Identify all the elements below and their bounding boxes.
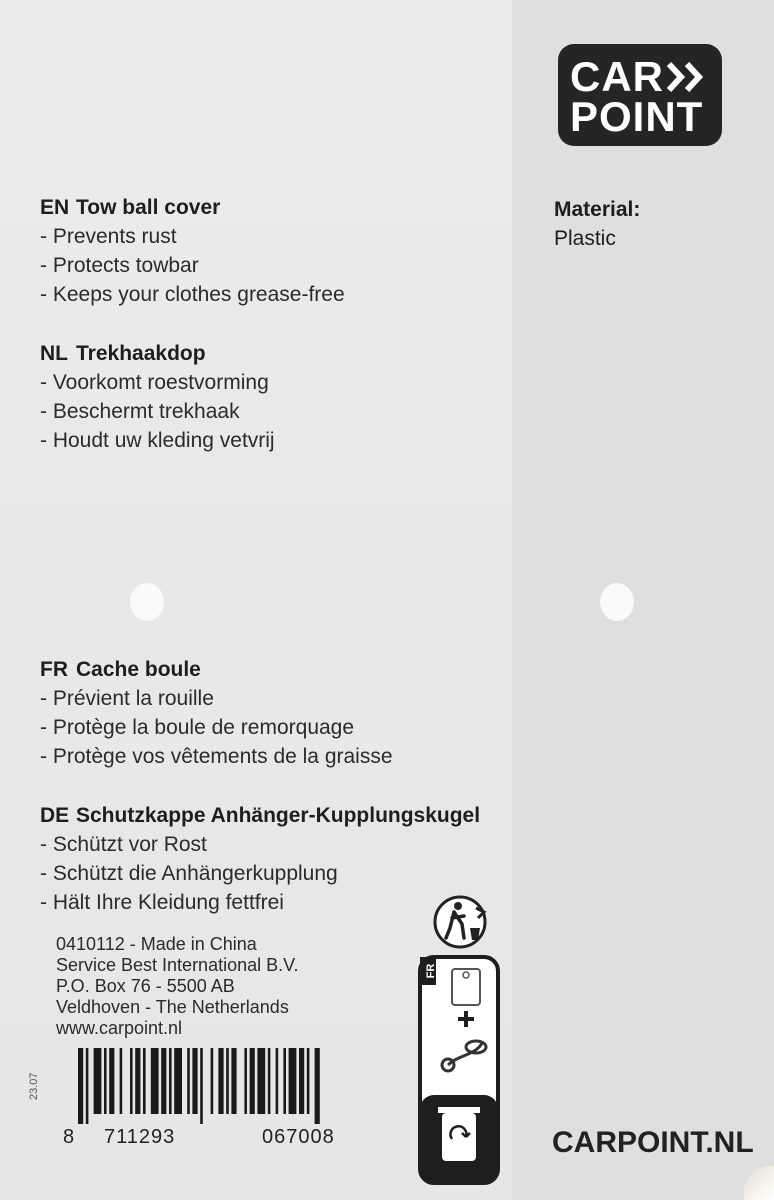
barcode-bar [244,1048,247,1114]
section-en [40,193,345,309]
section-title: Cache boule [76,658,201,681]
barcode-bar [250,1048,255,1114]
barcode-bar [307,1048,310,1114]
barcode-bar [109,1048,114,1114]
barcode-bar [78,1048,83,1124]
logo-line1: CAR [570,53,664,100]
section-fr [40,655,393,771]
barcode-bar [315,1048,320,1124]
barcode-bar [226,1048,229,1114]
right-panel [512,0,774,1200]
recycle-instructions-icon [418,955,502,1187]
barcode-bar [187,1048,190,1114]
barcode-bar [192,1048,197,1114]
barcode-bar [174,1048,182,1114]
barcode-bar [200,1048,203,1124]
list-item: - Schützt vor Rost [40,833,207,856]
tidyman-icon [432,894,492,950]
list-item: - Protège vos vêtements de la graisse [40,745,393,768]
barcode-bar [143,1048,146,1114]
lang-code: EN [40,196,70,219]
section-fr-heading [40,655,393,684]
section-title: Tow ball cover [76,196,221,219]
list-item: - Prévient la rouille [40,687,214,710]
barcode-bar [86,1048,89,1124]
barcode-bar [211,1048,214,1114]
barcode-bar [231,1048,236,1114]
barcode-bar [218,1048,223,1114]
hang-hole-right [600,583,634,621]
list-item: - Hält Ihre Kleidung fettfrei [40,891,284,914]
list-item: - Beschermt trekhaak [40,400,240,423]
lang-code: DE [40,804,70,827]
barcode-bar [120,1048,123,1114]
barcode-bar [135,1048,140,1114]
section-title: Trekhaakdop [76,342,206,365]
recycle-badge-label: FR [425,963,437,979]
barcode-bar [130,1048,133,1114]
website-label: CARPOINT.NL [552,1126,754,1159]
barcode-digits-left: 711293 [104,1126,176,1148]
list-item: - Protège la boule de remorquage [40,716,355,739]
address-line: P.O. Box 76 - 5500 AB [56,976,235,996]
address-line: 0410112 - Made in China [56,934,257,954]
material-value: Plastic [554,227,616,250]
carpoint-logo [558,44,722,146]
list-item: - Protects towbar [40,254,199,277]
address-line: Service Best International B.V. [56,955,299,975]
barcode-bar [169,1048,172,1114]
barcode-digits-right: 067008 [262,1126,335,1148]
list-item: - Voorkomt roestvorming [40,371,269,394]
barcode-bar [299,1048,304,1114]
logo-line2: POINT [570,93,704,140]
barcode-bar [161,1048,166,1114]
barcode-bar [104,1048,107,1114]
material-label: Material: [554,198,641,221]
barcode-digit-first: 8 [63,1126,76,1148]
barcode-bar [151,1048,159,1114]
material-info [554,195,640,253]
section-de [40,801,480,917]
date-code: 23.07 [28,1072,40,1100]
address-line: www.carpoint.nl [56,1018,183,1038]
barcode-icon [76,1048,416,1124]
list-item: - Schützt die Anhängerkupplung [40,862,338,885]
barcode-bar [283,1048,286,1114]
section-de-heading [40,801,480,830]
barcode-bar [289,1048,297,1114]
list-item: - Prevents rust [40,225,177,248]
address-line: Veldhoven - The Netherlands [56,997,289,1017]
section-nl-heading [40,339,275,368]
barcode-bar [268,1048,271,1114]
barcode-bar [276,1048,279,1114]
list-item: - Houdt uw kleding vetvrij [40,429,275,452]
section-en-heading [40,193,345,222]
list-item: - Keeps your clothes grease-free [40,283,345,306]
logo-chevrons-icon [665,58,713,96]
hang-hole-left [130,583,164,621]
section-title: Schutzkappe Anhänger-Kupplungskugel [76,804,481,827]
barcode-bar [257,1048,265,1114]
section-nl [40,339,275,455]
lang-code: FR [40,658,68,681]
barcode-bar [94,1048,102,1114]
lang-code: NL [40,342,68,365]
address-block [56,934,298,1039]
